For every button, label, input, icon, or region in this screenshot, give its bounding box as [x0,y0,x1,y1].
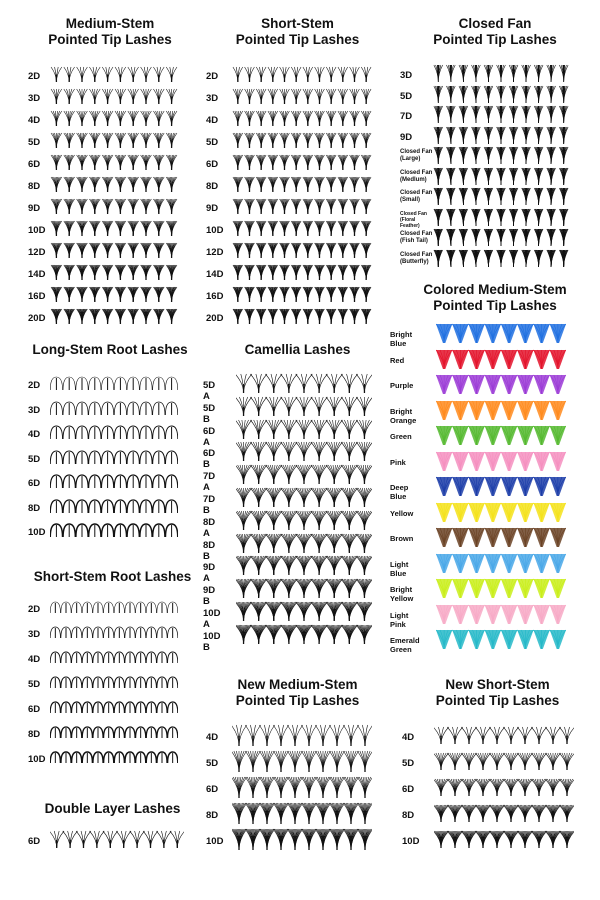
row-label: Bright Yellow [390,585,414,603]
row-label: 7D A [203,471,216,494]
lash-strip-graphic [436,604,566,624]
row-label: Closed Fan (Small) [400,190,433,203]
lash-strip-graphic [232,776,372,798]
lash-strip-graphic [50,626,178,638]
row-label: 20D [28,313,46,324]
lash-strip [50,132,178,148]
lash-strip [232,242,372,258]
lash-strip [436,374,566,394]
lash-strip-graphic [434,726,574,744]
row-label: 5D [28,137,41,148]
row-label: Closed Fan (Butterfly) [400,251,433,265]
lash-strip [232,724,372,746]
lash-strip-graphic [50,110,178,126]
lash-strip-graphic [434,830,574,848]
lash-strip [236,464,372,484]
lash-strip [236,396,372,416]
lash-strip [50,308,178,324]
lash-strip-graphic [50,751,178,763]
row-label: 6D [28,836,41,847]
lash-strip [50,176,178,192]
lash-strip [236,533,372,553]
lash-strip [50,601,178,613]
lash-strip [50,676,178,688]
row-label: 8D [206,810,219,821]
row-label: 10D [206,225,224,236]
lash-strip-graphic [436,451,566,471]
row-label: 20D [206,313,224,324]
lash-strip-graphic [432,167,570,185]
row-label: 8D A [203,516,216,539]
lash-strip [436,629,566,649]
section-title-medium-stem: Medium-Stem Pointed Tip Lashes [48,16,172,47]
row-label: 8D [402,810,415,821]
section-title-new-medium-stem: New Medium-Stem Pointed Tip Lashes [235,677,360,708]
row-label: Emerald Green [390,636,420,654]
lash-strip [232,176,372,192]
lash-strip-graphic [50,830,184,848]
section-title-camellia: Camellia Lashes [244,342,351,357]
lash-strip [434,830,574,848]
lash-strip [236,601,372,621]
section-title-short-stem: Short-Stem Pointed Tip Lashes [235,16,360,47]
row-label: 6D [206,159,219,170]
lash-strip [50,626,178,638]
lash-strip-graphic [232,802,372,824]
lash-strip-graphic [236,601,372,621]
lash-strip [434,778,574,796]
lash-strip [236,419,372,439]
lash-strip [432,249,570,267]
lash-strip-graphic [432,208,570,226]
lash-strip [434,804,574,822]
lash-strip-graphic [50,198,178,214]
lash-strip [50,651,178,663]
lash-strip [436,349,566,369]
lash-strip-graphic [50,176,178,192]
lash-strip [50,751,178,763]
lash-strip [436,604,566,624]
lash-strip [232,308,372,324]
lash-strip [50,450,178,464]
lash-strip [434,752,574,770]
row-label: 7D B [203,494,216,516]
row-label: 7D [400,111,413,122]
lash-strip [236,578,372,598]
lash-strip [232,750,372,772]
row-label: Pink [390,457,406,467]
lash-strip [50,88,178,104]
row-label: 16D [28,291,46,302]
row-label: 4D [206,115,219,126]
lash-strip-graphic [432,187,570,205]
lash-strip [232,66,372,82]
lash-strip-graphic [436,349,566,369]
lash-strip-graphic [232,132,372,148]
section-title-colored-medium-stem: Colored Medium-Stem Pointed Tip Lashes [423,282,567,313]
lash-strip-graphic [232,110,372,126]
lash-strip [50,401,178,415]
lash-strip [232,264,372,280]
lash-strip-graphic [50,401,178,415]
section-title-double-layer: Double Layer Lashes [44,801,181,816]
lash-strip-graphic [436,527,566,547]
row-label: 2D [28,380,41,391]
row-label: 4D [206,732,219,743]
lash-strip [232,198,372,214]
lash-strip-graphic [236,555,372,575]
lash-strip-graphic [436,374,566,394]
lash-strip [436,553,566,573]
row-label: 8D [206,181,219,192]
lash-strip-graphic [432,228,570,246]
section-title-new-short-stem: New Short-Stem Pointed Tip Lashes [435,677,560,708]
lash-strip [236,624,372,644]
row-label: 6D [206,784,219,795]
lash-strip [432,64,570,82]
row-label: 10D [28,527,46,538]
lash-strip-graphic [432,249,570,267]
row-label: 10D [28,754,46,765]
lash-strip [50,198,178,214]
row-label: 4D [28,429,41,440]
lash-strip [432,146,570,164]
lash-strip [434,726,574,744]
lash-strip-graphic [436,400,566,420]
lash-strip [432,85,570,103]
lash-strip-graphic [50,66,178,82]
section-title-long-stem-root: Long-Stem Root Lashes [32,342,188,357]
row-label: Yellow [390,508,414,518]
lash-strip-graphic [232,242,372,258]
lash-strip-graphic [232,828,372,850]
lash-strip-graphic [236,487,372,507]
lash-strip [232,802,372,824]
lash-strip-graphic [50,701,178,713]
row-label: 8D [28,181,41,192]
lash-strip-graphic [236,419,372,439]
lash-strip-graphic [436,502,566,522]
lash-strip [436,578,566,598]
lash-strip-graphic [432,85,570,103]
lash-strip [232,286,372,302]
row-label: 14D [206,269,224,280]
row-label: 5D [28,679,41,690]
lash-strip-graphic [50,308,178,324]
lash-strip-graphic [236,624,372,644]
lash-strip-graphic [50,474,178,488]
row-label: 8D [28,502,41,514]
lash-strip-graphic [432,105,570,123]
lash-strip-graphic [50,450,178,464]
lash-strip [50,154,178,170]
row-label: 5D [402,758,415,769]
lash-strip-graphic [232,724,372,746]
row-label: 12D [206,247,224,258]
lash-strip [436,476,566,496]
lash-strip-graphic [232,286,372,302]
row-label: 16D [206,291,224,302]
section-title-closed-fan: Closed Fan Pointed Tip Lashes [433,16,557,47]
row-label: 2D [28,604,41,615]
lash-strip [236,510,372,530]
lash-strip-graphic [436,553,566,573]
row-label: 4D [28,115,41,126]
row-label: 9D A [203,562,216,585]
row-label: Green [390,432,412,441]
row-label: 5D B [203,402,216,425]
lash-strip [436,502,566,522]
lash-strip-graphic [50,264,178,280]
lash-strip-graphic [232,154,372,170]
lash-strip-graphic [50,425,178,439]
row-label: 3D [28,404,41,416]
row-label: 3D [28,93,41,104]
row-label: 9D [400,131,413,143]
row-label: 5D [206,758,219,769]
lash-strip-graphic [236,441,372,461]
lash-strip [236,441,372,461]
row-label: 10D [206,836,224,847]
lash-strip [432,167,570,185]
lash-strip-graphic [50,132,178,148]
lash-strip-graphic [436,476,566,496]
lash-strip-graphic [436,629,566,649]
row-label: 5D [206,137,219,148]
row-label: 14D [28,269,46,280]
row-label: 6D [28,478,41,489]
lash-strip-graphic [232,176,372,192]
lash-strip-graphic [50,376,178,390]
lash-strip-graphic [50,286,178,302]
lash-strip [436,527,566,547]
row-label: 3D [28,629,41,640]
row-label: Light Blue [390,559,409,578]
row-label: Closed Fan (Fish Tail) [400,231,433,244]
lash-strip [432,208,570,226]
lash-strip [50,499,178,513]
row-label: 6D B [203,448,216,471]
lash-strip-graphic [50,601,178,613]
lash-strip [50,701,178,713]
row-label: Light Pink [390,610,409,629]
lash-strip [232,220,372,236]
row-label: 8D B [203,539,216,562]
lash-strip-graphic [232,198,372,214]
lash-strip-graphic [50,220,178,236]
lash-strip-graphic [432,126,570,144]
row-label: 3D [206,93,219,104]
row-label: Closed Fan (Medlum) [400,169,433,183]
row-label: 3D [400,70,413,81]
row-label: Purple [390,381,414,390]
row-label: Closed Fan (Large) [400,149,433,162]
row-label: Red [390,355,405,365]
lash-strip [50,242,178,258]
row-label: 9D B [203,585,216,608]
lash-strip-graphic [236,510,372,530]
lash-strip [236,555,372,575]
row-label: 12D [28,247,46,258]
lash-strip-graphic [50,88,178,104]
lash-strip-graphic [50,499,178,513]
lash-strip-graphic [436,323,566,343]
lash-strip [432,105,570,123]
lash-strip-graphic [436,578,566,598]
row-label: 6D [402,784,415,795]
row-label: Closed Fan (Floral Feather) [400,210,427,229]
lash-strip [432,187,570,205]
lash-strip [50,830,184,848]
lash-strip [50,264,178,280]
row-label: 2D [28,71,41,82]
row-label: 4D [402,732,415,743]
lash-strip-graphic [236,464,372,484]
lash-strip [232,776,372,798]
lash-strip-graphic [236,396,372,416]
lash-strip [432,126,570,144]
lash-strip [436,323,566,343]
row-label: 6D A [203,425,216,448]
row-label: 4D [28,654,41,665]
row-label: 2D [206,71,219,82]
lash-strip-graphic [236,578,372,598]
lash-strip [236,487,372,507]
lash-strip-graphic [236,373,372,393]
lash-strip-graphic [232,66,372,82]
row-label: 10D B [203,630,221,653]
section-title-short-stem-root: Short-Stem Root Lashes [33,569,192,584]
lash-strip [50,425,178,439]
lash-strip-graphic [236,533,372,553]
lash-strip-graphic [50,651,178,663]
row-label: 10D [402,836,420,847]
lash-strip-graphic [50,154,178,170]
row-label: 10D A [203,608,221,630]
row-label: Bright Orange [390,406,417,425]
lash-strip-graphic [434,778,574,796]
lash-strip [50,220,178,236]
lash-strip-graphic [50,726,178,738]
lash-strip [50,474,178,488]
lash-strip [50,286,178,302]
lash-strip [232,828,372,850]
lash-strip [50,66,178,82]
lash-strip-graphic [232,220,372,236]
row-label: 10D [28,225,46,236]
lash-strip [432,228,570,246]
lash-strip-graphic [50,676,178,688]
lash-strip [50,726,178,738]
lash-strip [232,132,372,148]
lash-strip [50,376,178,390]
lash-strip-graphic [434,752,574,770]
row-label: 9D [28,203,41,214]
row-label: 6D [28,159,41,170]
row-label: 5D [28,453,41,465]
lash-strip-graphic [432,64,570,82]
lash-strip-graphic [232,308,372,324]
row-label: 6D [28,704,41,715]
lash-strip [232,88,372,104]
lash-strip-graphic [432,146,570,164]
row-label: Brown [390,534,414,543]
lash-strip-graphic [232,264,372,280]
lash-strip-graphic [232,88,372,104]
row-label: 5D A [203,380,216,402]
lash-strip-graphic [232,750,372,772]
lash-strip [50,523,178,537]
lash-strip-graphic [436,425,566,445]
lash-strip-graphic [50,242,178,258]
lash-strip [232,110,372,126]
row-label: Bright Blue [390,330,413,348]
lash-strip [436,451,566,471]
lash-strip [436,425,566,445]
lash-strip [436,400,566,420]
row-label: Deep Blue [390,483,409,501]
lash-strip [236,373,372,393]
row-label: 8D [28,729,41,740]
lash-strip-graphic [50,523,178,537]
lash-strip-graphic [434,804,574,822]
lash-strip [232,154,372,170]
lash-strip [50,110,178,126]
row-label: 5D [400,90,413,102]
row-label: 9D [206,203,219,214]
